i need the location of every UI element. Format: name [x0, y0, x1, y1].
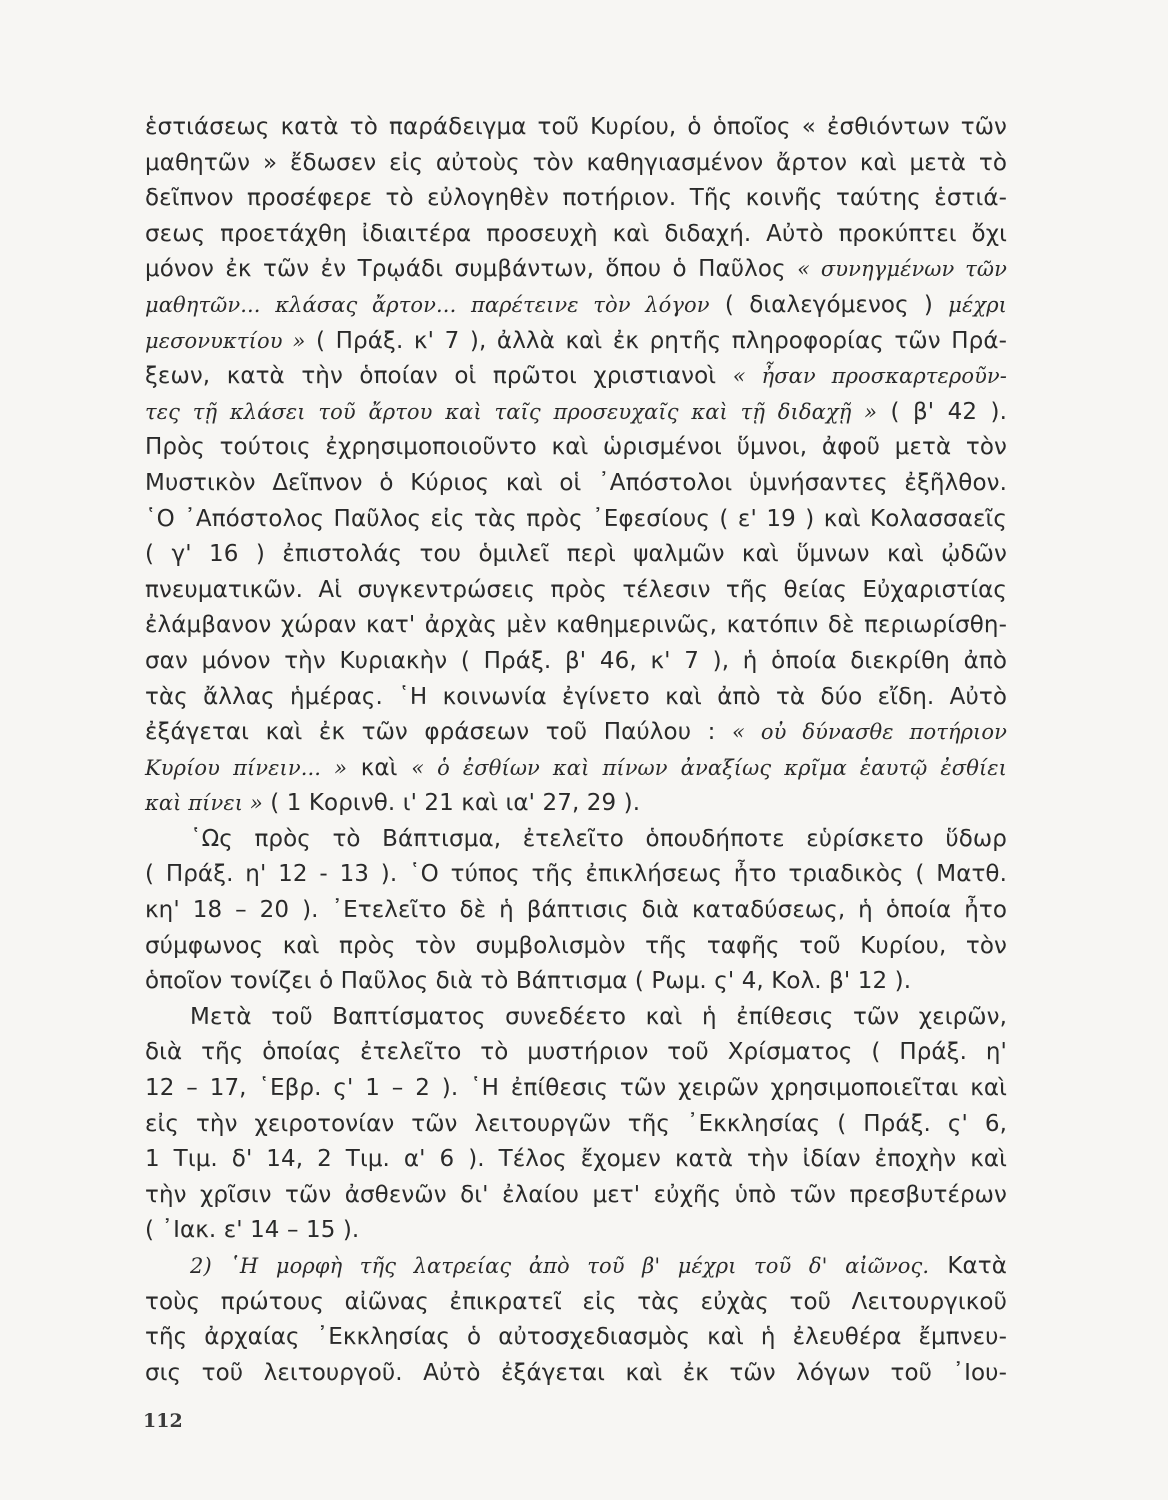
text-segment: σύμφωνος καὶ πρὸς τὸν συμβολισμὸν τῆς ταφῆς τοῦ Κυρίου, τὸν	[145, 932, 1007, 959]
text-segment: Πρὸς τούτοις ἐχρησιμοποιοῦντο καὶ ὡρισμένοι ὕμνοι, ἀφοῦ μετὰ τὸν	[145, 434, 1007, 461]
text-line	[145, 466, 1007, 502]
text-segment: τὴν χρῖσιν τῶν ἀσθενῶν δι' ἐλαίου μετ' εὐχῆς ὑπὸ τῶν πρεσβυτέρων	[145, 1181, 1007, 1208]
italic-quote: τες τῇ κλάσει τοῦ ἄρτου καὶ ταῖς προσευχαῖς καὶ τῇ διδαχῇ »	[145, 399, 878, 424]
text-segment: ἑστιάσεως κατὰ τὸ παράδειγμα τοῦ Κυρίου, ὁ ὁποῖος « ἐσθιόντων τῶν	[145, 114, 1007, 140]
text-segment: σαν μόνον τὴν Κυριακὴν ( Πράξ. β' 46, κ' 7 ), ἡ ὁποία διεκρίθη ἀπὸ	[145, 647, 1007, 674]
text-line	[145, 751, 1007, 787]
text-segment: καὶ	[347, 754, 412, 781]
text-segment: ὁποῖον τονίζει ὁ Παῦλος διὰ τὸ Βάπτισμα ( Ρωμ. ς' 4, Κολ. β' 12 ).	[145, 968, 912, 995]
text-segment: ( γ' 16 ) ἐπιστολάς του ὁμιλεῖ περὶ ψαλμῶν καὶ ὕμνων καὶ ᾠδῶν	[145, 541, 1007, 568]
text-line	[145, 1320, 1007, 1356]
page-number: 112	[143, 1410, 183, 1432]
text-segment: μόνον ἐκ τῶν ἐν Τρῳάδι συμβάντων, ὅπου ὁ Παῦλος	[145, 256, 798, 283]
text-line	[145, 1285, 1007, 1321]
text-line	[145, 644, 1007, 680]
text-line	[145, 146, 1007, 182]
text-line	[145, 1000, 1007, 1036]
text-line	[145, 430, 1007, 466]
text-line	[145, 110, 1007, 146]
text-line	[145, 786, 1007, 822]
text-line	[145, 964, 1007, 1000]
text-line	[145, 288, 1007, 324]
text-line	[145, 715, 1007, 751]
text-line	[145, 502, 1007, 538]
italic-quote: 2) ῾Η μορφὴ τῆς λατρείας ἀπὸ τοῦ β' μέχρι τοῦ δ' αἰῶνος.	[190, 1254, 930, 1278]
text-segment: ( Πράξ. κ' 7 ), ἀλλὰ καὶ ἐκ ρητῆς πληροφορίας τῶν Πρά-	[305, 327, 1007, 354]
text-segment: Κατὰ	[929, 1253, 1007, 1279]
text-line	[145, 893, 1007, 929]
text-line	[145, 1249, 1007, 1285]
text-segment: τὰς ἄλλας ἡμέρας. ῾Η κοινωνία ἐγίνετο καὶ ἀπὸ τὰ δύο εἴδη. Αὐτὸ	[145, 683, 1007, 710]
text-segment: ( 1 Κορινθ. ι' 21 καὶ ια' 27, 29 ).	[262, 790, 641, 817]
text-line	[145, 324, 1007, 360]
text-line	[145, 252, 1007, 288]
text-segment: ῾Ως πρὸς τὸ Βάπτισμα, ἐτελεῖτο ὁπουδήποτε εὑρίσκετο ὕδωρ	[190, 825, 1007, 852]
text-segment: ῾Ο ᾿Απόστολος Παῦλος εἰς τὰς πρὸς ᾿Εφεσίους ( ε' 19 ) καὶ Κολασσαεῖς	[145, 505, 1007, 532]
text-segment: ( διαλεγόμενος )	[709, 291, 949, 318]
text-segment: σεως προετάχθη ἰδιαιτέρα προσευχὴ καὶ διδαχή. Αὐτὸ προκύπτει ὄχι	[145, 220, 1007, 247]
text-segment: σις τοῦ λειτουργοῦ. Αὐτὸ ἐξάγεται καὶ ἐκ τῶν λόγων τοῦ ᾿Ιου-	[145, 1359, 1007, 1386]
text-line	[145, 929, 1007, 965]
text-line	[145, 857, 1007, 893]
text-line	[145, 1213, 1007, 1249]
text-line	[145, 537, 1007, 573]
italic-quote: « ὁ ἐσθίων καὶ πίνων ἀναξίως κρῖμα ἑαυτῷ ἐσθίει	[411, 755, 1007, 780]
italic-quote: « οὐ δύνασθε ποτήριον	[732, 720, 1007, 745]
text-line	[145, 1142, 1007, 1178]
text-segment: ἐλάμβανον χώραν κατ' ἀρχὰς μὲν καθημερινῶς, κατόπιν δὲ περιωρίσθη-	[145, 612, 1007, 639]
document-body	[145, 110, 1007, 1391]
italic-quote: μεσονυκτίου »	[145, 328, 306, 353]
italic-quote: « συνηγμένων τῶν	[797, 257, 1007, 282]
text-segment: τῆς ἀρχαίας ᾿Εκκλησίας ὁ αὐτοσχεδιασμὸς καὶ ἡ ἐλευθέρα ἔμπνευ-	[145, 1324, 1007, 1351]
text-segment: ξεων, κατὰ τὴν ὁποίαν οἱ πρῶτοι χριστιανοὶ	[145, 363, 733, 390]
text-line	[145, 608, 1007, 644]
text-line	[145, 822, 1007, 858]
text-line	[145, 1035, 1007, 1071]
text-segment: δεῖπνον προσέφερε τὸ εὐλογηθὲν ποτήριον. Τῆς κοινῆς ταύτης ἑστιά-	[145, 185, 1007, 212]
text-segment: ( β' 42 ).	[877, 398, 1008, 425]
text-segment: ( ᾿Ιακ. ε' 14 – 15 ).	[145, 1217, 360, 1244]
text-line	[145, 1071, 1007, 1107]
text-line	[145, 1107, 1007, 1143]
text-segment: Μυστικὸν Δεῖπνον ὁ Κύριος καὶ οἱ ᾿Απόστολοι ὑμνήσαντες ἐξῆλθον.	[145, 469, 1007, 496]
text-line	[145, 573, 1007, 609]
italic-quote: Κυρίου πίνειν... »	[145, 755, 348, 780]
text-segment: εἰς τὴν χειροτονίαν τῶν λειτουργῶν τῆς ᾿Εκκλησίας ( Πράξ. ς' 6,	[145, 1110, 1007, 1137]
text-line	[145, 1178, 1007, 1214]
text-segment: πνευματικῶν. Αἱ συγκεντρώσεις πρὸς τέλεσιν τῆς θείας Εὐχαριστίας	[145, 576, 1007, 603]
text-line	[145, 181, 1007, 217]
text-segment: ἐξάγεται καὶ ἐκ τῶν φράσεων τοῦ Παύλου :	[145, 719, 733, 746]
italic-quote: καὶ πίνει »	[145, 791, 263, 816]
text-line	[145, 395, 1007, 431]
italic-quote: μέχρι	[948, 292, 1008, 317]
text-line	[145, 217, 1007, 253]
text-line	[145, 1356, 1007, 1392]
text-segment: 1 Τιμ. δ' 14, 2 Τιμ. α' 6 ). Τέλος ἔχομεν κατὰ τὴν ἰδίαν ἐποχὴν καὶ	[145, 1146, 1007, 1173]
text-line	[145, 359, 1007, 395]
text-segment: 12 – 17, ῾Εβρ. ς' 1 – 2 ). ῾Η ἐπίθεσις τῶν χειρῶν χρησιμοποιεῖται καὶ	[145, 1075, 1007, 1102]
italic-quote: μαθητῶν... κλάσας ἄρτον... παρέτεινε τὸν λόγον	[145, 292, 710, 317]
italic-quote: « ἦσαν προσκαρτεροῦν-	[732, 364, 1007, 389]
text-segment: ( Πράξ. η' 12 - 13 ). ῾Ο τύπος τῆς ἐπικλήσεως ἦτο τριαδικὸς ( Ματθ.	[145, 861, 1007, 888]
text-segment: Μετὰ τοῦ Βαπτίσματος συνεδέετο καὶ ἡ ἐπίθεσις τῶν χειρῶν,	[190, 1003, 1007, 1030]
text-line	[145, 680, 1007, 716]
text-segment: κη' 18 – 20 ). ᾿Ετελεῖτο δὲ ἡ βάπτισις διὰ καταδύσεως, ἡ ὁποία ἦτο	[145, 897, 1007, 924]
text-segment: τοὺς πρώτους αἰῶνας ἐπικρατεῖ εἰς τὰς εὐχὰς τοῦ Λειτουργικοῦ	[145, 1288, 1007, 1315]
text-segment: διὰ τῆς ὁποίας ἐτελεῖτο τὸ μυστήριον τοῦ Χρίσματος ( Πράξ. η'	[145, 1039, 1007, 1066]
text-segment: μαθητῶν » ἔδωσεν εἰς αὐτοὺς τὸν καθηγιασμένον ἄρτον καὶ μετὰ τὸ	[145, 149, 1007, 176]
